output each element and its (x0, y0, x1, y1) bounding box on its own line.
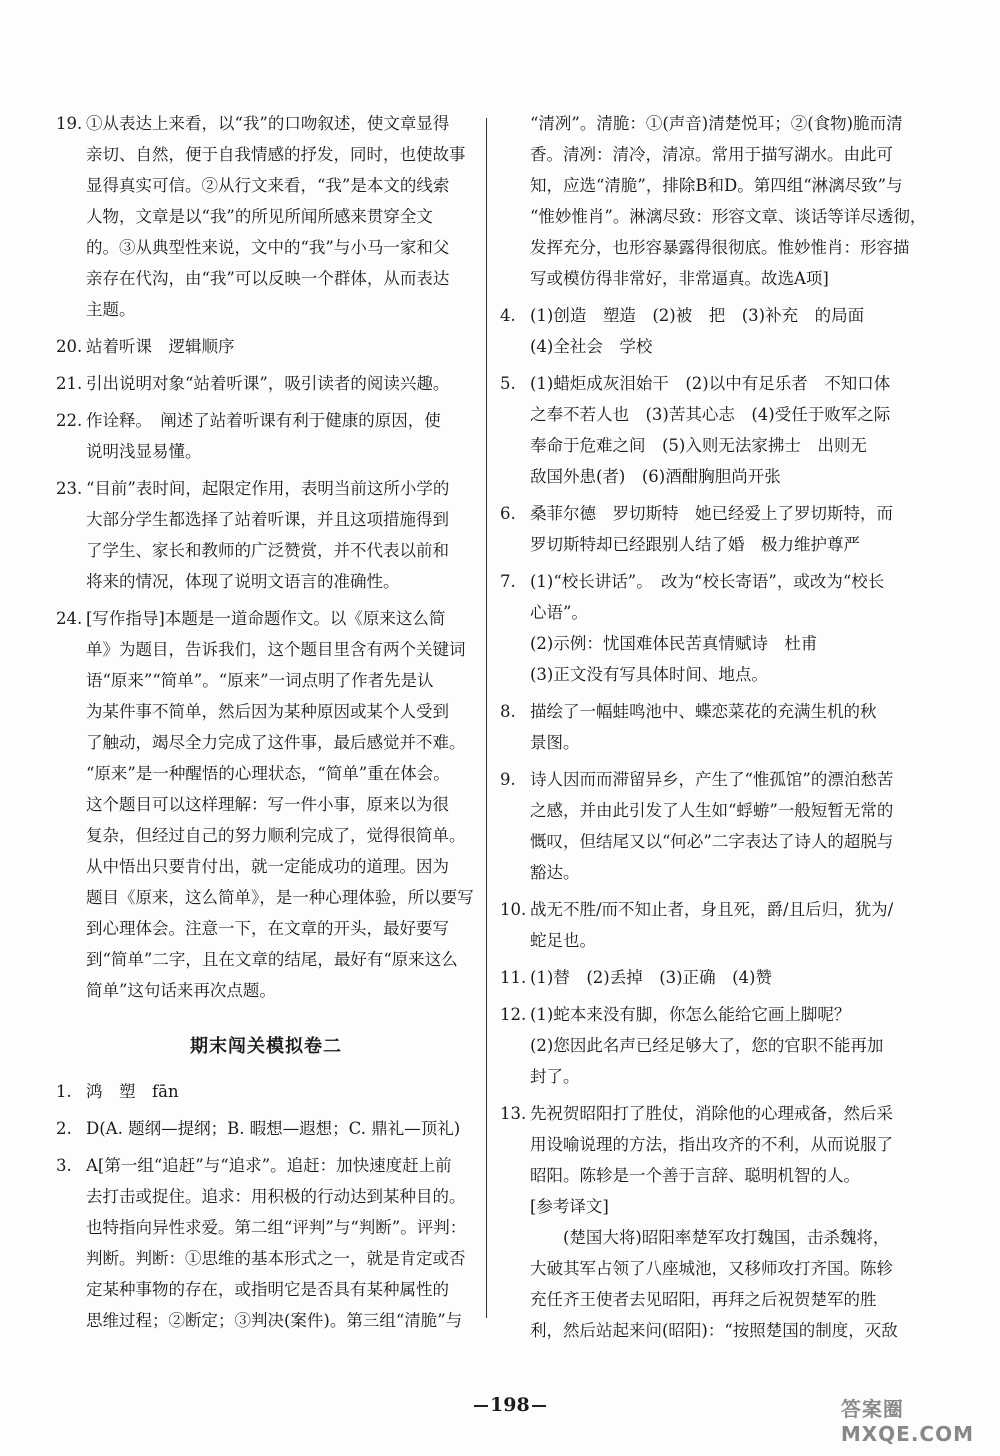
question-number: 19. (56, 114, 83, 133)
answer-line: 这个题目可以这样理解：写一件小事，原来以为很 (86, 795, 449, 814)
question-number: 5. (500, 374, 516, 393)
right-answer-list (500, 108, 930, 1346)
answer-item (500, 498, 930, 560)
answer-line: 定某种事物的存在，或指明它是否具有某种属性的 (86, 1280, 449, 1299)
answer-line: 利，然后站起来问(昭阳)：“按照楚国的制度，灭敌 (530, 1321, 898, 1340)
answer-line: 4. (1)创造 塑造 (2)被 把 (3)补充 的局面 (500, 300, 930, 331)
answer-line: 11. (1)替 (2)丢掉 (3)正确 (4)赞 (500, 962, 930, 993)
answer-line: 24. [写作指导]本题是一道命题作文。以《原来这么简 (56, 603, 476, 634)
answer-item (56, 473, 476, 597)
question-number: 22. (56, 411, 83, 430)
answer-line: 将来的情况，体现了说明文语言的准确性。 (86, 572, 400, 591)
answer-line: 充任齐王使者去见昭阳，再拜之后祝贺楚军的胜 (530, 1290, 877, 1309)
answer-line: 大部分学生都选择了站着听课，并且这项措施得到 (86, 510, 449, 529)
answer-item (56, 368, 476, 399)
question-number: 9. (500, 770, 516, 789)
watermark-label: 答案圈 (840, 1397, 904, 1421)
answer-line: 到心理体会。注意一下，在文章的开头，最好要写 (86, 919, 449, 938)
answer-line: 显得真实可信。②从行文来看，“我”是本文的线索 (86, 176, 450, 195)
answer-item (56, 405, 476, 467)
answer-line: 为某件事不简单，然后因为某种原因或某个人受到 (86, 702, 449, 721)
answer-line: 9. 诗人因而而滞留异乡，产生了“惟孤馆”的漂泊愁苦 (500, 764, 930, 795)
answer-item (500, 999, 930, 1092)
answer-line: 罗切斯特却已经跟别人结了婚 极力维护尊严 (530, 535, 860, 554)
answer-line: 题目《原来，这么简单》，是一种心理体验，所以要写 (86, 888, 474, 907)
answer-line: 6. 桑菲尔德 罗切斯特 她已经爱上了罗切斯特，而 (500, 498, 930, 529)
question-number: 8. (500, 702, 516, 721)
answer-item (500, 962, 930, 993)
answer-line: 13. 先祝贺昭阳打了胜仗，消除他的心理戒备，然后采 (500, 1098, 930, 1129)
answer-item (500, 368, 930, 492)
watermark-url: MXQE.COM (840, 1422, 974, 1446)
answer-line: 了学生、家长和教师的广泛赞赏，并不代表以前和 (86, 541, 449, 560)
answer-line: 8. 描绘了一幅蛙鸣池中、蝶恋菜花的充满生机的秋 (500, 696, 930, 727)
answer-line: 知，应选“清脆”，排除B和D。第四组“淋漓尽致”与 (530, 176, 903, 195)
answer-line: 语“原来”“简单”。“原来”一词点明了作者先是认 (86, 671, 434, 690)
answer-item (500, 894, 930, 956)
answer-line: 也特指向异性求爱。第二组“评判”与“判断”。评判： (86, 1218, 467, 1237)
question-number: 24. (56, 609, 83, 628)
question-number: 2. (56, 1119, 72, 1138)
answer-line: 7. (1)“校长讲话”。 改为“校长寄语”，或改为“校长 (500, 566, 930, 597)
answer-line: 之感，并由此引发了人生如“蜉蝣”一般短暂无常的 (530, 801, 894, 820)
answer-line: (4)全社会 学校 (530, 337, 653, 356)
question-number: 4. (500, 306, 516, 325)
answer-line: 亲切、自然，便于自我情感的抒发，同时，也使故事 (86, 145, 466, 164)
answer-line: 发挥充分，也形容暴露得很彻底。惟妙惟肖：形容描 (530, 238, 910, 257)
answer-line: 豁达。 (530, 863, 580, 882)
answer-line: “惟妙惟肖”。淋漓尽致：形容文章、谈话等详尽透彻， (530, 207, 927, 226)
question-number: 23. (56, 479, 83, 498)
answer-line: (3)正文没有写具体时间、地点。 (530, 665, 768, 684)
answer-line: 2. D(A. 题纲—提纲；B. 暇想—遐想；C. 鼎礼—顶礼) (56, 1113, 476, 1144)
answer-line: 景图。 (530, 733, 580, 752)
answer-item (500, 696, 930, 758)
answer-item (500, 764, 930, 888)
answer-line: 从中悟出只要肯付出，就一定能成功的道理。因为 (86, 857, 449, 876)
question-number: 3. (56, 1156, 72, 1175)
answer-line: 了触动，竭尽全力完成了这件事，最后感觉并不难。 (86, 733, 466, 752)
answer-item (500, 108, 930, 294)
question-number: 21. (56, 374, 83, 393)
answer-line: 去打击或捉住。追求：用积极的行动达到某种目的。 (86, 1187, 466, 1206)
question-number: 12. (500, 1005, 527, 1024)
answer-line: 香。清冽：清冷，清凉。常用于描写湖水。由此可 (530, 145, 893, 164)
answer-line: 10. 战无不胜/而不知止者，身且死，爵/且后归，犹为/ (500, 894, 930, 925)
answer-line: 5. (1)蜡炬成灰泪始干 (2)以中有足乐者 不知口体 (500, 368, 930, 399)
answer-item (56, 331, 476, 362)
question-number: 1. (56, 1082, 72, 1101)
answer-line: 亲存在代沟，由“我”可以反映一个群体，从而表达 (86, 269, 450, 288)
answer-line: 复杂，但经过自己的努力顺利完成了，觉得很简单。 (86, 826, 466, 845)
question-number: 20. (56, 337, 83, 356)
left-column (56, 108, 476, 1342)
question-number: 13. (500, 1104, 527, 1123)
answer-line: 单》为题目，告诉我们，这个题目里含有两个关键词 (86, 640, 466, 659)
answer-line: (2)示例：忧国难体民苦真情赋诗 杜甫 (530, 634, 818, 653)
answer-line: 简单”这句话来再次点题。 (86, 981, 276, 1000)
answer-item (500, 566, 930, 690)
answer-line: 大破其军占领了八座城池，又移师攻打齐国。陈轸 (530, 1259, 893, 1278)
answer-line: (2)您因此名声已经足够大了，您的官职不能再加 (530, 1036, 884, 1055)
answer-line: 昭阳。陈轸是一个善于言辞、聪明机智的人。 (530, 1166, 860, 1185)
answer-line: 23. “目前”表时间，起限定作用，表明当前这所小学的 (56, 473, 476, 504)
question-number: 6. (500, 504, 516, 523)
answer-item (56, 1076, 476, 1107)
answer-line: 心语”。 (530, 603, 588, 622)
answer-line: 蛇足也。 (530, 931, 596, 950)
answer-line: 到“简单”二字，且在文章的结尾，最好有“原来这么 (86, 950, 458, 969)
answer-line: 判断。判断：①思维的基本形式之一，就是肯定或否 (86, 1249, 466, 1268)
answer-line: 主题。 (86, 300, 136, 319)
answer-line: “原来”是一种醒悟的心理状态，“简单”重在体会。 (86, 764, 450, 783)
answer-line: (楚国大将)昭阳率楚军攻打魏国，击杀魏将， (530, 1228, 890, 1247)
answer-line: 说明浅显易懂。 (86, 442, 202, 461)
left-answer-list (56, 108, 476, 1006)
question-number: 7. (500, 572, 516, 591)
answer-item (500, 1098, 930, 1346)
answer-item (56, 603, 476, 1006)
answer-line: 之奉不若人也 (3)苦其心志 (4)受任于败军之际 (530, 405, 891, 424)
answer-line: [参考译文] (530, 1197, 609, 1216)
answer-line: 奉命于危难之间 (5)入则无法家拂士 出则无 (530, 436, 867, 455)
question-number: 11. (500, 968, 527, 987)
answer-line: 的。③从典型性来说，文中的“我”与小马一家和父 (86, 238, 450, 257)
column-divider (486, 118, 487, 1318)
answer-line: 敌国外患(者) (6)酒酣胸胆尚开张 (530, 467, 781, 486)
answer-line: 用设喻说理的方法，指出攻齐的不利，从而说服了 (530, 1135, 893, 1154)
section-title: 期末闯关模拟卷二 (190, 1036, 342, 1057)
answer-line: 19. ①从表达上来看，以“我”的口吻叙述，使文章显得 (56, 108, 476, 139)
right-column (500, 108, 930, 1352)
answer-item (56, 1150, 476, 1336)
answer-item (56, 108, 476, 325)
question-number: 10. (500, 900, 527, 919)
answer-item (56, 1113, 476, 1144)
answer-line: 人物，文章是以“我”的所见所闻所感来贯穿全文 (86, 207, 433, 226)
answer-line: 21. 引出说明对象“站着听课”，吸引读者的阅读兴趣。 (56, 368, 476, 399)
answer-line: 3. A[第一组“追赶”与“追求”。追赶：加快速度赶上前 (56, 1150, 476, 1181)
answer-line: 写或模仿得非常好，非常逼真。故选A项] (530, 269, 829, 288)
answer-line: 12. (1)蛇本来没有脚，你怎么能给它画上脚呢？ (500, 999, 930, 1030)
answer-line: 慨叹，但结尾又以“何必”二字表达了诗人的超脱与 (530, 832, 894, 851)
answer-line: 思维过程；②断定；③判决(案件)。第三组“清脆”与 (86, 1311, 463, 1330)
left-answer-list-2 (56, 1076, 476, 1336)
answer-line: 22. 作诠释。 阐述了站着听课有利于健康的原因，使 (56, 405, 476, 436)
answer-line: 20. 站着听课 逻辑顺序 (56, 331, 476, 362)
watermark (841, 1393, 974, 1446)
answer-line: 1. 鸿 塑 fān (56, 1076, 476, 1107)
answer-line: 封了。 (530, 1067, 580, 1086)
answer-item (500, 300, 930, 362)
answer-line: “清冽”。清脆：①(声音)清楚悦耳；②(食物)脆而清 (530, 114, 903, 133)
page-number: 198 (472, 1394, 548, 1416)
